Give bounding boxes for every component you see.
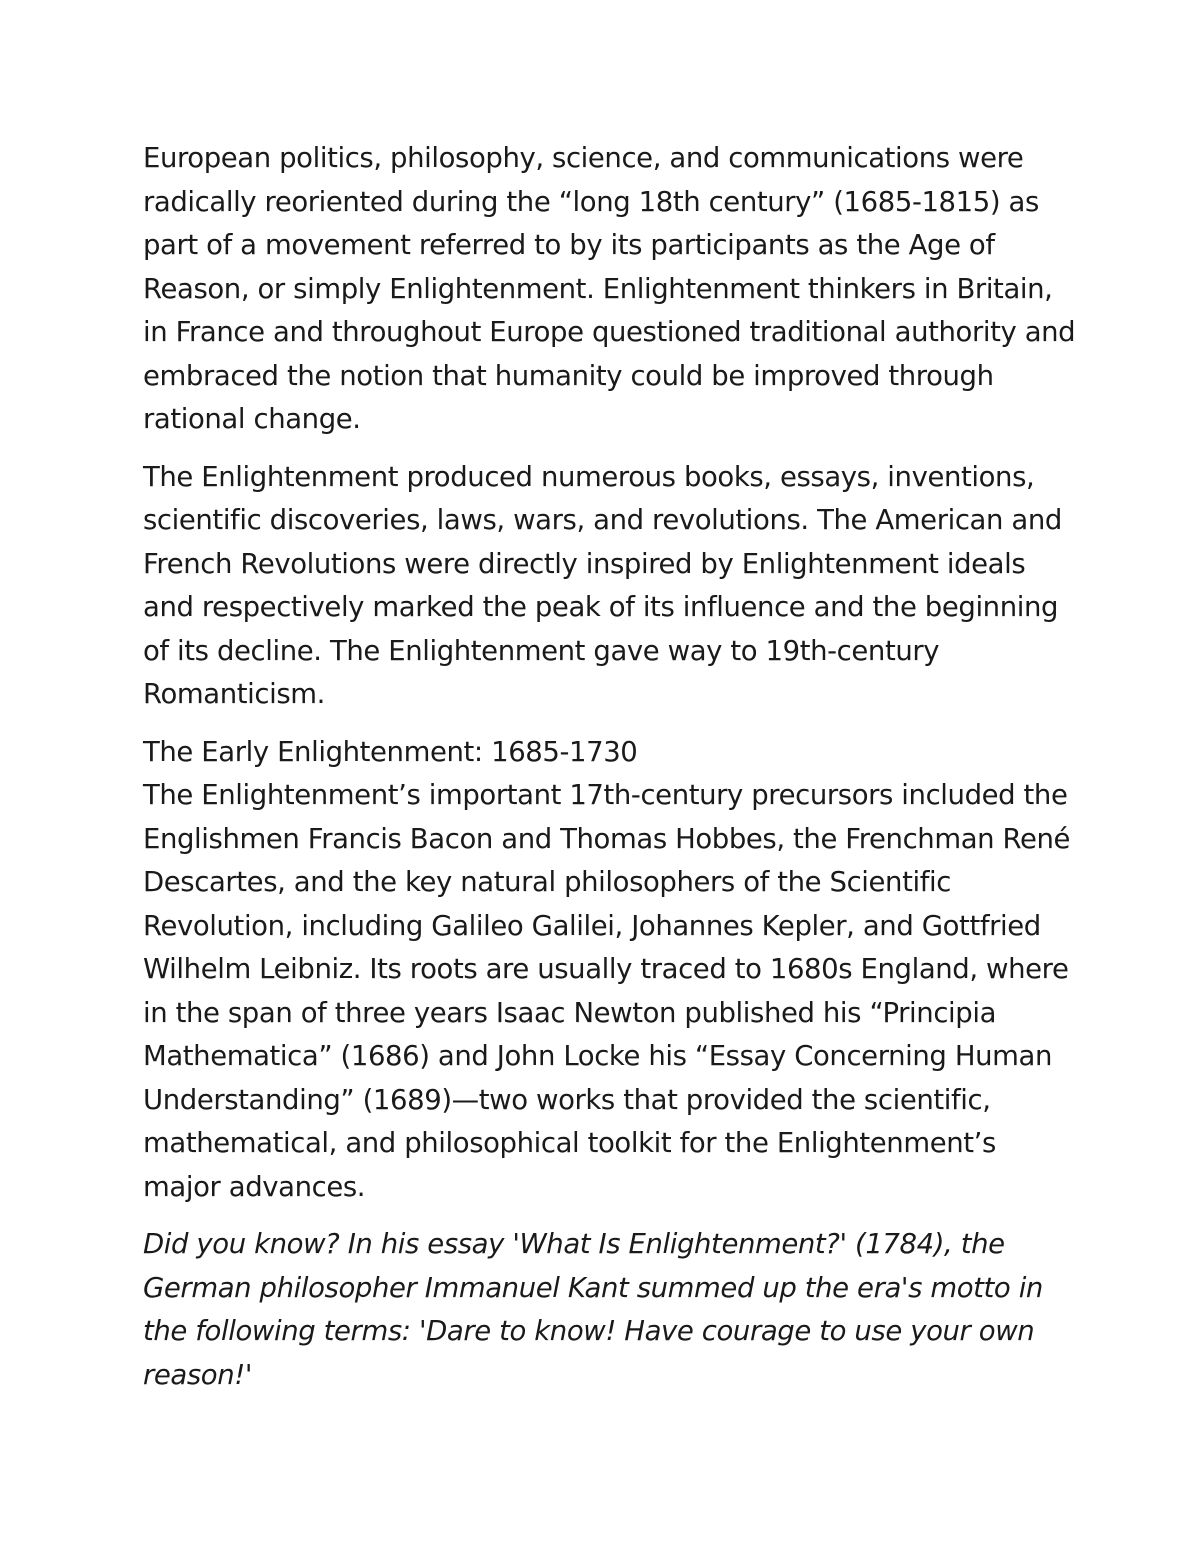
document-page bbox=[143, 137, 1078, 1411]
section-paragraph: The Enlightenment’s important 17th-century precursors included the Englishmen Francis Bacon and Thomas Hobbes, the Frenchman René Descartes, and the key natural philosophers of the Scientific Revolution, including Galileo Galilei, Johannes Kepler, and Gottfried Wilhelm Leibniz. Its roots are usually traced to 1680s England, where in the span of three years Isaac Newton published his “Principia Mathematica” (1686) and John Locke his “Essay Concerning Human Understanding” (1689)—two works that provided the scientific, mathematical, and philosophical toolkit for the Enlightenment’s major advances. bbox=[143, 779, 1071, 1203]
did-you-know-callout: Did you know? In his essay 'What Is Enlightenment?' (1784), the German philosopher Immanuel Kant summed up the era's motto in the following terms: 'Dare to know! Have courage to use your own reason!' bbox=[143, 1228, 1043, 1391]
section-heading: The Early Enlightenment: 1685-1730 bbox=[143, 735, 638, 768]
legacy-paragraph: The Enlightenment produced numerous books, essays, inventions, scientific discoveries, laws, wars, and revolutions. The American and French Revolutions were directly inspired by Enlightenment ideals and respectively marked the peak of its influence and the beginning of its decline. The Enlightenment gave way to 19th-century Romanticism. bbox=[143, 460, 1062, 710]
intro-paragraph: European politics, philosophy, science, and communications were radically reoriented during the “long 18th century” (1685-1815) as part of a movement referred to by its participants as the Age of Reason, or simply Enlightenment. Enlightenment thinkers in Britain, in France and throughout Europe questioned traditional authority and embraced the notion that humanity could be improved through rational change. bbox=[143, 142, 1076, 435]
